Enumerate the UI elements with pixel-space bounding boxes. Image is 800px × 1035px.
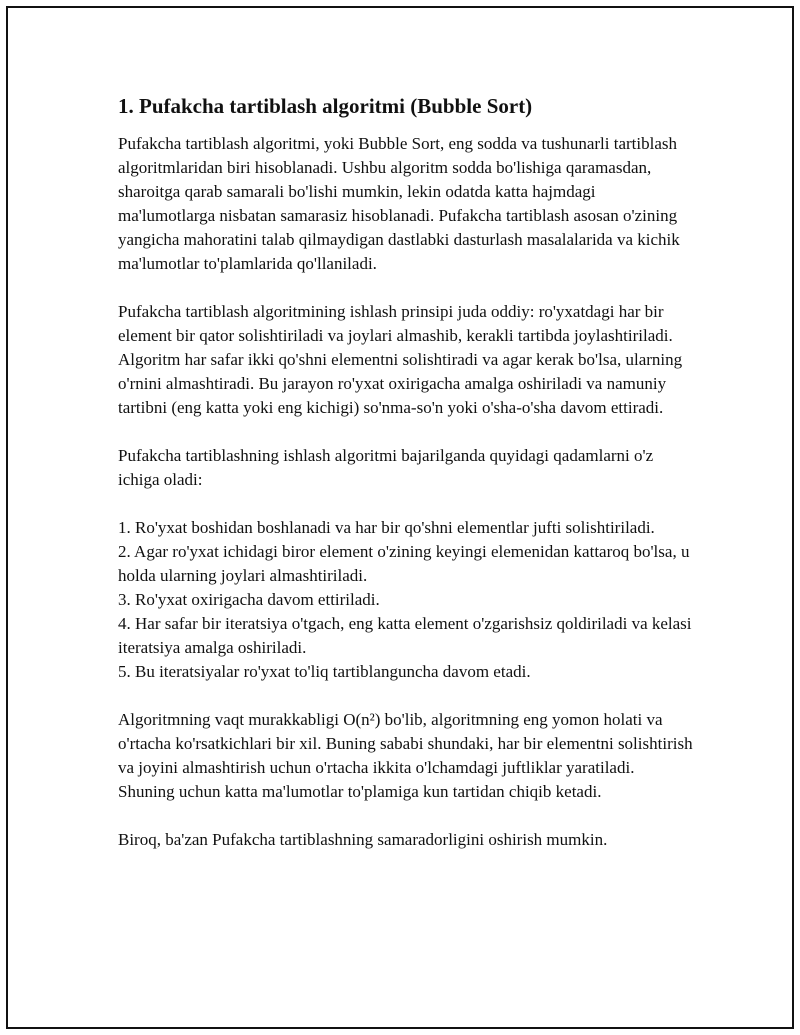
step-item: 1. Ro'yxat boshidan boshlanadi va har bir qo'shni elementlar jufti solishtiriladi. xyxy=(118,518,655,537)
document-title: 1. Pufakcha tartiblash algoritmi (Bubble Sort) xyxy=(118,94,533,118)
intro-paragraph: Pufakcha tartiblash algoritmi, yoki Bubble Sort, eng sodda va tushunarli tartiblash algoritmlaridan biri hisoblanadi. Ushbu algoritm sodda bo'lishiga qaramasdan, sharoitga qarab samarali bo'lishi mumkin, lekin odatda katta hajmdagi ma'lumotlarga nisbatan samarasiz hisoblanadi. Pufakcha tartiblash asosan o'zining yangicha mahoratini talab qilmaydigan dastlabki dasturlash masalalarida va kichik ma'lumotlar to'plamlarida qo'llaniladi. xyxy=(118,134,680,273)
closing-paragraph: Biroq, ba'zan Pufakcha tartiblashning samaradorligini oshirish mumkin. xyxy=(118,830,608,849)
step-item: 2. Agar ro'yxat ichidagi biror element o'zining keyingi elemenidan kattaroq bo'lsa, u holda ularning joylari almashtiriladi. xyxy=(118,542,690,585)
step-item: 5. Bu iteratsiyalar ro'yxat to'liq tartiblanguncha davom etadi. xyxy=(118,662,531,681)
principle-paragraph: Pufakcha tartiblash algoritmining ishlash prinsipi juda oddiy: ro'yxatdagi har bir element bir qator solishtiriladi va joylari almashib, kerakli tartibda joylashtiriladi. Algoritm har safar ikki qo'shni elementni solishtiradi va agar kerak bo'lsa, ularning o'rnini almashtiradi. Bu jarayon ro'yxat oxirigacha amalga oshiriladi va namuniy tartibni (eng katta yoki eng kichigi) so'nma-so'n yoki o'sha-o'sha davom ettiradi. xyxy=(118,302,683,417)
steps-intro-paragraph: Pufakcha tartiblashning ishlash algoritmi bajarilganda quyidagi qadamlarni o'z ichiga oladi: xyxy=(118,446,654,489)
step-item: 4. Har safar bir iteratsiya o'tgach, eng katta element o'zgarishsiz qoldiriladi va kelasi iteratsiya amalga oshiriladi. xyxy=(118,614,692,657)
document-body xyxy=(118,92,693,876)
complexity-paragraph: Algoritmning vaqt murakkabligi O(n²) bo'lib, algoritmning eng yomon holati va o'rtacha ko'rsatkichlari bir xil. Buning sababi shundaki, har bir elementni solishtirish va joyini almashtirish uchun o'rtacha ikkita o'lchamdagi juftliklar yaratiladi. Shuning uchun katta ma'lumotlar to'plamiga kun tartidan chiqib ketadi. xyxy=(118,710,693,801)
steps-list xyxy=(118,516,693,684)
step-item: 3. Ro'yxat oxirigacha davom ettiriladi. xyxy=(118,590,380,609)
